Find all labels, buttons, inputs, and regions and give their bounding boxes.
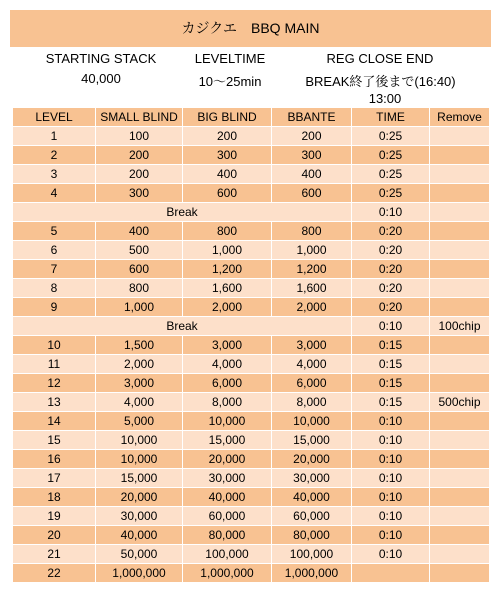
table-row: [13, 127, 490, 146]
cell-time: 0:10: [352, 431, 430, 450]
cell-level: 12: [13, 374, 96, 393]
reg-close-label: REG CLOSE END: [326, 51, 434, 66]
cell-time: 0:15: [352, 355, 430, 374]
cell-bbante: 400: [272, 165, 352, 184]
cell-remove: [430, 431, 490, 450]
cell-time: 0:10: [352, 488, 430, 507]
cell-time: 0:20: [352, 222, 430, 241]
cell-bbante: 1,200: [272, 260, 352, 279]
cell-level: 7: [13, 260, 96, 279]
cell-big-blind: 200: [183, 127, 272, 146]
cell-remove: 500chip: [430, 393, 490, 412]
cell-remove: [430, 184, 490, 203]
cell-remove: [430, 241, 490, 260]
cell-level: 1: [13, 127, 96, 146]
cell-bbante: 1,600: [272, 279, 352, 298]
cell-big-blind: 100,000: [183, 545, 272, 564]
header-remove: Remove: [430, 108, 490, 127]
cell-big-blind: 3,000: [183, 336, 272, 355]
cell-bbante: 2,000: [272, 298, 352, 317]
cell-big-blind: 60,000: [183, 507, 272, 526]
cell-small-blind: 1,000,000: [96, 564, 183, 583]
cell-time: 0:10: [352, 507, 430, 526]
header-level: LEVEL: [13, 108, 96, 127]
cell-small-blind: 400: [96, 222, 183, 241]
cell-big-blind: 8,000: [183, 393, 272, 412]
table-row: [13, 507, 490, 526]
cell-remove: [430, 260, 490, 279]
cell-time: [352, 564, 430, 583]
table-row: [13, 469, 490, 488]
header-big-blind: BIG BLIND: [183, 108, 272, 127]
cell-bbante: 40,000: [272, 488, 352, 507]
cell-small-blind: 2,000: [96, 355, 183, 374]
break-label: Break: [13, 317, 352, 336]
cell-bbante: 30,000: [272, 469, 352, 488]
cell-time: 0:25: [352, 165, 430, 184]
cell-bbante: 6,000: [272, 374, 352, 393]
table-row: [13, 222, 490, 241]
table-row: [13, 184, 490, 203]
cell-remove: [430, 412, 490, 431]
table-row: [13, 564, 490, 583]
table-row: [13, 241, 490, 260]
cell-level: 5: [13, 222, 96, 241]
cell-bbante: 200: [272, 127, 352, 146]
table-row: [13, 526, 490, 545]
table-header-row: [13, 108, 490, 127]
page-title: カジクエ BBQ MAIN: [10, 10, 491, 47]
header-time: TIME: [352, 108, 430, 127]
cell-small-blind: 10,000: [96, 431, 183, 450]
cell-bbante: 1,000: [272, 241, 352, 260]
cell-remove: [430, 355, 490, 374]
cell-time: 0:10: [352, 469, 430, 488]
cell-bbante: 80,000: [272, 526, 352, 545]
cell-remove: [430, 298, 490, 317]
cell-big-blind: 2,000: [183, 298, 272, 317]
table-row: [13, 431, 490, 450]
cell-remove: [430, 564, 490, 583]
cell-level: 11: [13, 355, 96, 374]
cell-remove: [430, 127, 490, 146]
leveltime-label: LEVELTIME: [194, 51, 266, 66]
cell-remove: [430, 374, 490, 393]
cell-time: 0:10: [352, 526, 430, 545]
cell-time: 0:10: [352, 203, 430, 222]
cell-big-blind: 600: [183, 184, 272, 203]
cell-level: 3: [13, 165, 96, 184]
table-row: [13, 165, 490, 184]
cell-big-blind: 10,000: [183, 412, 272, 431]
table-body: [13, 127, 490, 583]
cell-remove: [430, 279, 490, 298]
cell-bbante: 60,000: [272, 507, 352, 526]
cell-time: 0:10: [352, 450, 430, 469]
cell-big-blind: 6,000: [183, 374, 272, 393]
cell-bbante: 300: [272, 146, 352, 165]
cell-bbante: 800: [272, 222, 352, 241]
cell-remove: [430, 469, 490, 488]
cell-level: 14: [13, 412, 96, 431]
cell-level: 10: [13, 336, 96, 355]
cell-big-blind: 40,000: [183, 488, 272, 507]
cell-time: 0:15: [352, 393, 430, 412]
cell-small-blind: 200: [96, 165, 183, 184]
cell-bbante: 20,000: [272, 450, 352, 469]
cell-bbante: 3,000: [272, 336, 352, 355]
cell-big-blind: 800: [183, 222, 272, 241]
cell-time: 0:25: [352, 146, 430, 165]
break-row: [13, 203, 490, 222]
cell-big-blind: 4,000: [183, 355, 272, 374]
cell-level: 8: [13, 279, 96, 298]
cell-small-blind: 20,000: [96, 488, 183, 507]
cell-bbante: 10,000: [272, 412, 352, 431]
table-row: [13, 336, 490, 355]
cell-small-blind: 40,000: [96, 526, 183, 545]
table-row: [13, 488, 490, 507]
cell-small-blind: 1,500: [96, 336, 183, 355]
starting-stack-label: STARTING STACK: [45, 51, 157, 66]
cell-level: 21: [13, 545, 96, 564]
table-row: [13, 393, 490, 412]
cell-remove: [430, 450, 490, 469]
cell-time: 0:10: [352, 545, 430, 564]
cell-bbante: 100,000: [272, 545, 352, 564]
cell-remove: [430, 222, 490, 241]
cell-level: 9: [13, 298, 96, 317]
cell-big-blind: 300: [183, 146, 272, 165]
cell-small-blind: 100: [96, 127, 183, 146]
cell-big-blind: 30,000: [183, 469, 272, 488]
cell-small-blind: 30,000: [96, 507, 183, 526]
cell-big-blind: 20,000: [183, 450, 272, 469]
cell-remove: [430, 146, 490, 165]
cell-time: 0:20: [352, 241, 430, 260]
cell-level: 18: [13, 488, 96, 507]
cell-time: 0:10: [352, 412, 430, 431]
cell-remove: 100chip: [430, 317, 490, 336]
blind-structure-table: [12, 107, 490, 583]
table-row: [13, 450, 490, 469]
cell-remove: [430, 488, 490, 507]
table-row: [13, 279, 490, 298]
cell-small-blind: 10,000: [96, 450, 183, 469]
cell-small-blind: 500: [96, 241, 183, 260]
cell-bbante: 8,000: [272, 393, 352, 412]
cell-small-blind: 600: [96, 260, 183, 279]
header-bbante: BBANTE: [272, 108, 352, 127]
cell-level: 16: [13, 450, 96, 469]
break-label: Break: [13, 203, 352, 222]
table-row: [13, 545, 490, 564]
table-row: [13, 298, 490, 317]
cell-level: 4: [13, 184, 96, 203]
cell-remove: [430, 526, 490, 545]
cell-time: 0:25: [352, 184, 430, 203]
cell-level: 2: [13, 146, 96, 165]
cell-time: 0:10: [352, 317, 430, 336]
cell-big-blind: 1,000,000: [183, 564, 272, 583]
cell-small-blind: 200: [96, 146, 183, 165]
cell-big-blind: 400: [183, 165, 272, 184]
cell-big-blind: 15,000: [183, 431, 272, 450]
cell-remove: [430, 165, 490, 184]
cell-level: 17: [13, 469, 96, 488]
cell-level: 22: [13, 564, 96, 583]
table-row: [13, 146, 490, 165]
cell-small-blind: 5,000: [96, 412, 183, 431]
cell-bbante: 600: [272, 184, 352, 203]
cell-level: 13: [13, 393, 96, 412]
table-row: [13, 355, 490, 374]
cell-small-blind: 50,000: [96, 545, 183, 564]
cell-level: 20: [13, 526, 96, 545]
table-row: [13, 260, 490, 279]
header-small-blind: SMALL BLIND: [96, 108, 183, 127]
cell-time: 0:25: [352, 127, 430, 146]
cell-remove: [430, 545, 490, 564]
table-row: [13, 374, 490, 393]
cell-small-blind: 4,000: [96, 393, 183, 412]
cell-small-blind: 15,000: [96, 469, 183, 488]
cell-level: 6: [13, 241, 96, 260]
cell-time: 0:20: [352, 260, 430, 279]
cell-small-blind: 800: [96, 279, 183, 298]
cell-remove: [430, 203, 490, 222]
cell-remove: [430, 336, 490, 355]
cell-bbante: 1,000,000: [272, 564, 352, 583]
cell-small-blind: 300: [96, 184, 183, 203]
cell-small-blind: 3,000: [96, 374, 183, 393]
cell-big-blind: 1,600: [183, 279, 272, 298]
cell-remove: [430, 507, 490, 526]
cell-small-blind: 1,000: [96, 298, 183, 317]
cell-bbante: 15,000: [272, 431, 352, 450]
cell-level: 19: [13, 507, 96, 526]
leveltime-value: 10～25min: [198, 74, 262, 89]
cell-big-blind: 80,000: [183, 526, 272, 545]
cell-time: 0:20: [352, 279, 430, 298]
cell-level: 15: [13, 431, 96, 450]
starting-stack-value: 40,000: [81, 71, 121, 86]
cell-time: 0:20: [352, 298, 430, 317]
cell-time: 0:15: [352, 374, 430, 393]
cell-time: 0:15: [352, 336, 430, 355]
cell-big-blind: 1,200: [183, 260, 272, 279]
break-row: [13, 317, 490, 336]
cell-bbante: 4,000: [272, 355, 352, 374]
table-row: [13, 412, 490, 431]
cell-big-blind: 1,000: [183, 241, 272, 260]
reg-close-time: 13:00: [368, 91, 402, 106]
reg-close-value: BREAK終了後まで(16:40): [305, 74, 456, 89]
